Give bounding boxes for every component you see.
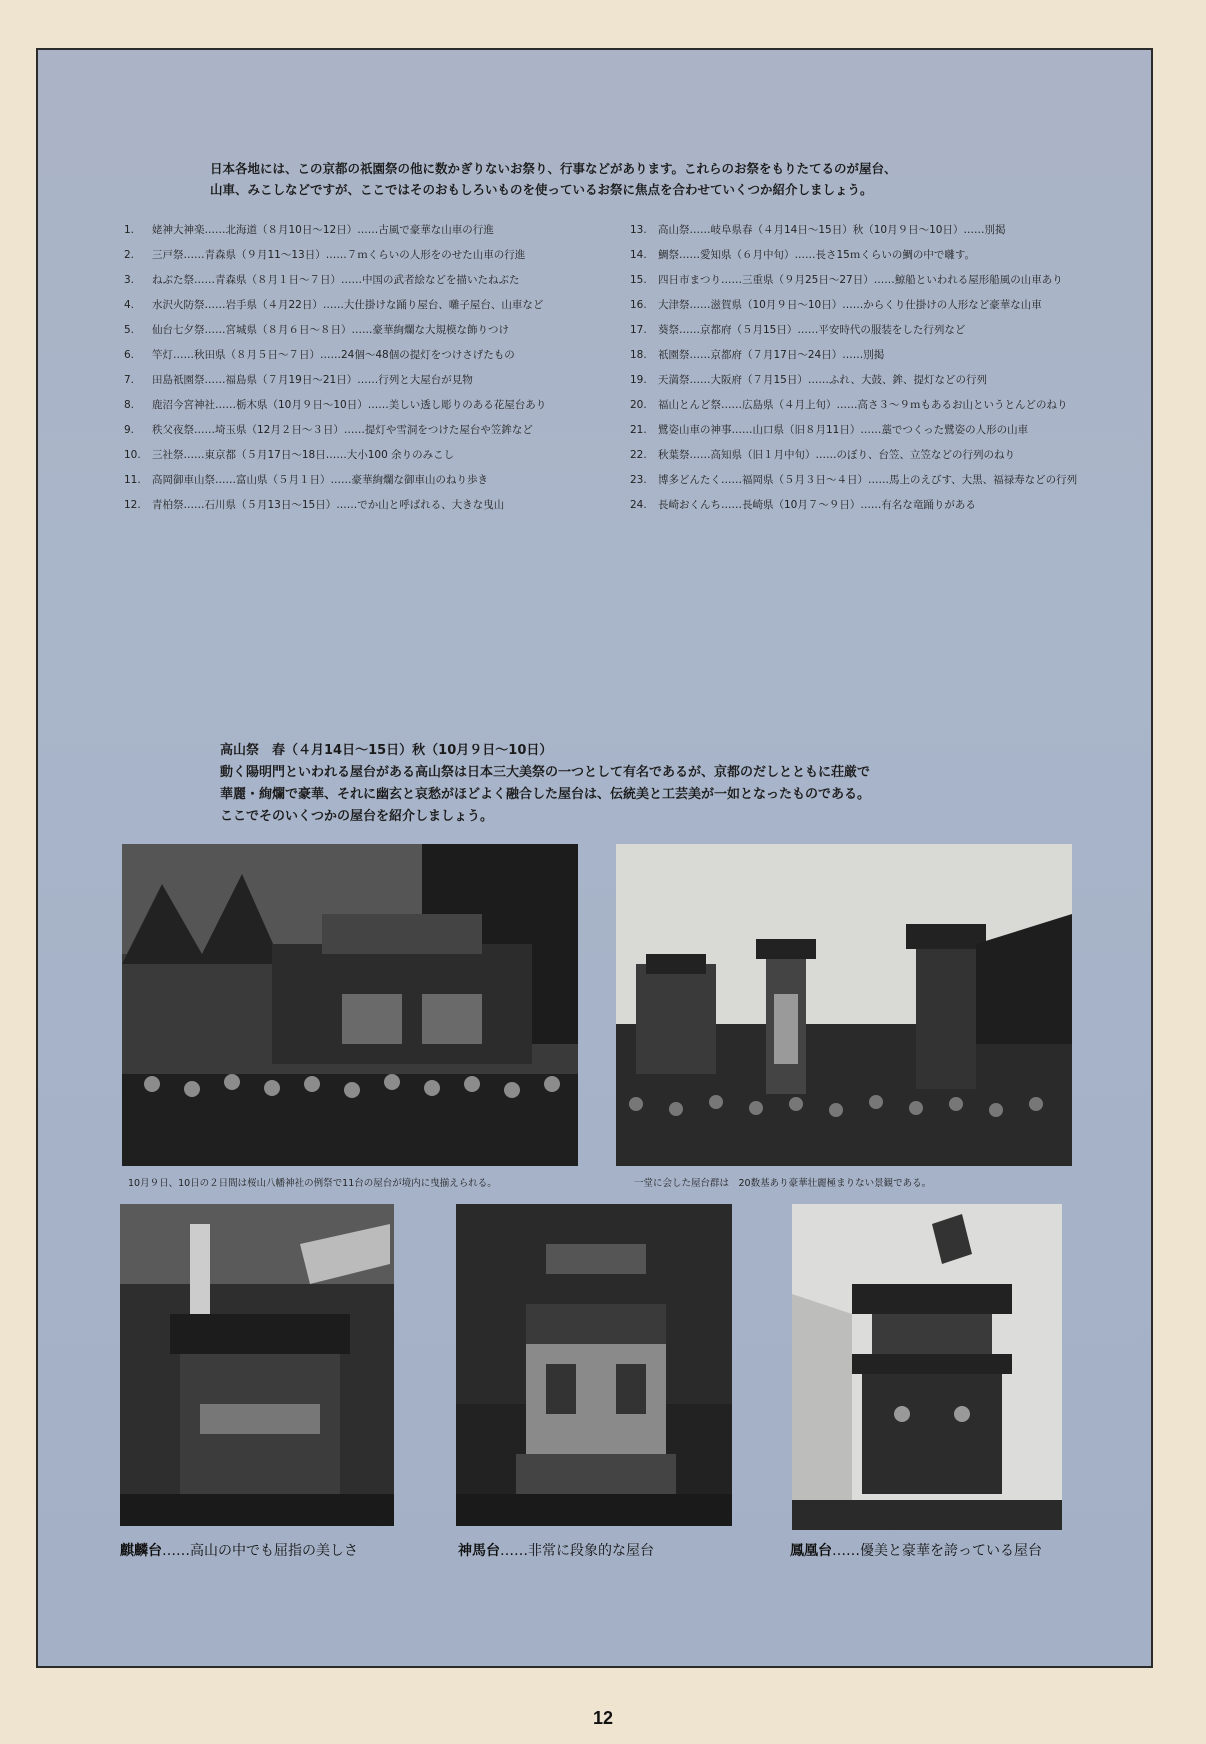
takayama-section — [220, 740, 1020, 828]
festival-number: 10. — [124, 449, 141, 461]
festival-description: 豪華絢爛な御車山のねり歩き — [351, 474, 488, 486]
festival-description: 行列と大屋台が見物 — [378, 374, 473, 386]
festival-photo-4-image — [456, 1204, 732, 1526]
festival-number: 19. — [630, 374, 647, 386]
separator: …… — [204, 299, 226, 311]
page-number: 12 — [592, 1708, 614, 1728]
separator: …… — [842, 299, 864, 311]
takayama-line-1: 動く陽明門といわれる屋台がある高山祭は日本三大美祭の一つとして有名であるが、京都のだしとともに荘厳で — [220, 765, 871, 780]
photo-4-caption — [458, 1540, 758, 1560]
festival-number: 15. — [630, 274, 647, 286]
festival-name: 博多どんたく — [658, 474, 721, 486]
festival-date: （９月11〜13日） — [236, 249, 326, 261]
separator: …… — [320, 349, 341, 361]
festival-item — [124, 422, 584, 439]
festival-list-left — [124, 222, 584, 522]
festival-name: 葵祭 — [658, 324, 679, 336]
festival-name: 三社祭 — [152, 449, 184, 461]
festival-number: 16. — [630, 299, 647, 311]
festival-name: 祇園祭 — [658, 349, 690, 361]
festival-prefecture: 愛知県 — [700, 249, 732, 261]
festival-prefecture: 宮城県 — [225, 324, 257, 336]
festival-date: （５月17日〜18日 — [236, 449, 326, 461]
festival-item — [124, 447, 584, 464]
separator: …… — [215, 474, 236, 486]
festival-number: 1. — [124, 224, 135, 236]
separator: …… — [731, 424, 753, 436]
separator: …… — [794, 249, 816, 261]
festival-date: （７月15日） — [742, 374, 808, 386]
festival-prefecture: 長崎県 — [742, 499, 774, 511]
festival-prefecture: 栃木県 — [236, 399, 268, 411]
festival-description: 別掲 — [984, 224, 1006, 236]
festival-number: 6. — [124, 349, 135, 361]
festival-item — [124, 322, 584, 339]
festival-item — [630, 497, 1090, 514]
festival-item — [124, 272, 584, 289]
festival-number: 21. — [630, 424, 647, 436]
festival-photo-3 — [120, 1204, 394, 1526]
festival-date: （４月22日） — [257, 299, 323, 311]
separator: …… — [183, 449, 205, 461]
festival-name: ねぶた祭 — [152, 274, 194, 286]
separator: …… — [204, 224, 226, 236]
festival-prefecture: 京都府 — [710, 349, 742, 361]
festival-photo-5-image — [792, 1204, 1062, 1530]
festival-name: 青柏祭 — [152, 499, 184, 511]
intro-line-1: 日本各地には、この京都の祇園祭の他に数かぎりないお祭り、行事などがあります。これらのお祭をもりたてるのが屋台、 — [210, 161, 897, 176]
festival-item — [630, 422, 1090, 439]
festival-description: でか山と呼ばれる、大きな曳山 — [357, 499, 505, 511]
festival-list-right — [630, 222, 1090, 522]
separator: …… — [721, 474, 742, 486]
festival-date: 春（４月14日〜15日）秋（10月９日〜10日） — [742, 224, 964, 236]
festival-date: （８月１日〜７日） — [246, 274, 341, 286]
festival-description: 古風で豪華な山車の行進 — [378, 224, 494, 236]
festival-description: 別掲 — [863, 349, 885, 361]
photo-3-caption — [120, 1540, 420, 1560]
festival-number: 9. — [124, 424, 135, 436]
festival-item — [630, 222, 1090, 239]
festival-description: のぼり、台笠、立笠などの行列のねり — [836, 449, 1015, 461]
festival-prefecture: 福島県 — [225, 374, 257, 386]
festival-prefecture: 大阪府 — [710, 374, 742, 386]
festival-description: ７ｍくらいの人形をのせた山車の行進 — [346, 249, 526, 261]
festival-photo-2 — [616, 844, 1072, 1166]
festival-number: 18. — [630, 349, 647, 361]
separator: …… — [721, 274, 742, 286]
festival-name: 鹿沼今宮神社 — [152, 399, 215, 411]
separator: …… — [357, 224, 379, 236]
festival-date: （10月９日〜10日） — [742, 299, 843, 311]
separator: …… — [215, 399, 236, 411]
separator: …… — [322, 299, 344, 311]
festival-name: 鷺姿山車の神事 — [658, 424, 732, 436]
festival-name: 大津祭 — [658, 299, 690, 311]
intro-text — [210, 158, 1010, 200]
festival-number: 4. — [124, 299, 135, 311]
takayama-line-2: 華麗・絢爛で豪華、それに幽玄と哀愁がほどよく融合した屋台は、伝統美と工芸美が一如となったものである。 — [220, 787, 871, 802]
takayama-line-3: ここでそのいくつかの屋台を紹介しましょう。 — [220, 809, 494, 824]
separator: …… — [679, 249, 700, 261]
festival-prefecture: 富山県 — [236, 474, 268, 486]
separator: …… — [721, 499, 742, 511]
separator: …… — [689, 449, 711, 461]
separator: …… — [357, 374, 379, 386]
festival-date: （５月１日） — [267, 474, 331, 486]
separator: …… — [325, 249, 347, 261]
separator: …… — [807, 374, 829, 386]
festival-description: 長さ15ｍくらいの鯛の中で囃す。 — [815, 249, 976, 261]
separator: …… — [963, 224, 985, 236]
festival-name: 福山とんど祭 — [658, 399, 721, 411]
festival-name: 鯛祭 — [658, 249, 679, 261]
festival-name: 秋葉祭 — [658, 449, 690, 461]
separator: …… — [173, 349, 194, 361]
separator: …… — [204, 374, 226, 386]
festival-prefecture: 青森県 — [215, 274, 247, 286]
separator: …… — [204, 324, 226, 336]
festival-name: 天満祭 — [658, 374, 690, 386]
festival-description: 大仕掛けな踊り屋台、囃子屋台、山車など — [343, 299, 544, 311]
festival-name: 長崎おくんち — [658, 499, 721, 511]
separator: …… — [689, 374, 711, 386]
festival-number: 11. — [124, 474, 141, 486]
festival-date: （５月３日〜４日） — [773, 474, 868, 486]
separator: …… — [325, 449, 347, 461]
festival-description: 鯨船といわれる屋形船風の山車あり — [894, 274, 1063, 286]
festival-date: （６月中旬） — [731, 249, 795, 261]
intro-line-2: 山車、みこしなどですが、ここではそのおもしろいものを使っているお祭に焦点を合わせていくつか紹介しましょう。 — [210, 182, 873, 197]
festival-date: （10月７〜９日） — [773, 499, 861, 511]
festival-item — [124, 297, 584, 314]
photo-3-caption-name: 麒麟台 — [120, 1543, 162, 1559]
festival-number: 24. — [630, 499, 647, 511]
festival-number: 14. — [630, 249, 647, 261]
festival-description: 平安時代の服装をした行列など — [818, 324, 966, 336]
festival-date: （４月上旬） — [773, 399, 837, 411]
festival-item — [630, 472, 1090, 489]
festival-description: 提灯や雪洞をつけた屋台や笠鉾など — [364, 424, 533, 436]
festival-item — [630, 372, 1090, 389]
separator: …… — [689, 224, 711, 236]
festival-description: 中国の武者絵などを描いたねぶた — [362, 274, 520, 286]
festival-number: 7. — [124, 374, 135, 386]
festival-photo-5 — [792, 1204, 1062, 1530]
festival-date: （旧１月中旬） — [742, 449, 816, 461]
festival-prefecture: 三重県 — [742, 274, 774, 286]
separator: …… — [689, 299, 711, 311]
festival-number: 17. — [630, 324, 647, 336]
festival-item — [630, 272, 1090, 289]
festival-name: 水沢火防祭 — [152, 299, 205, 311]
festival-date: （８月５日〜７日） — [225, 349, 320, 361]
festival-prefecture: 青森県 — [204, 249, 236, 261]
separator: …… — [860, 499, 882, 511]
takayama-title: 高山祭 春（４月14日〜15日）秋（10月９日〜10日） — [220, 743, 553, 758]
photo-2-caption: 一堂に会した屋台群は 20数基あり豪華壮麗極まりない景観である。 — [634, 1178, 932, 1189]
festival-number: 3. — [124, 274, 135, 286]
festival-date: （５月15日） — [731, 324, 798, 336]
festival-description: 有名な竜踊りがある — [881, 499, 976, 511]
festival-date: （７月19日〜21日） — [257, 374, 358, 386]
separator: …… — [194, 424, 215, 436]
festival-item — [630, 322, 1090, 339]
festival-item — [124, 247, 584, 264]
separator: …… — [815, 449, 837, 461]
festival-prefecture: 滋賀県 — [710, 299, 742, 311]
festival-date: （８月10日〜12日） — [257, 224, 358, 236]
festival-prefecture: 石川県 — [204, 499, 236, 511]
separator: …… — [721, 399, 742, 411]
festival-date: （12月２日〜３日） — [246, 424, 344, 436]
separator: …… — [679, 324, 700, 336]
festival-item — [124, 222, 584, 239]
festival-photo-3-image — [120, 1204, 394, 1526]
festival-prefecture: 東京都 — [204, 449, 236, 461]
separator: …… — [367, 399, 389, 411]
festival-item — [124, 497, 584, 514]
photo-5-caption — [790, 1540, 1090, 1560]
photo-5-caption-name: 鳳凰台 — [790, 1543, 832, 1559]
festival-photo-1 — [122, 844, 578, 1166]
festival-name: 高岡御車山祭 — [152, 474, 215, 486]
separator: …… — [873, 274, 895, 286]
photo-4-caption-name: 神馬台 — [458, 1543, 500, 1559]
festival-name: 高山祭 — [658, 224, 690, 236]
festival-item — [630, 447, 1090, 464]
separator: …… — [343, 424, 365, 436]
festival-prefecture: 岩手県 — [225, 299, 257, 311]
festival-item — [124, 397, 584, 414]
festival-photo-1-image — [122, 844, 578, 1166]
festival-prefecture: 埼玉県 — [215, 424, 247, 436]
festival-date: （８月６日〜８日） — [257, 324, 352, 336]
festival-number: 22. — [630, 449, 647, 461]
festival-photo-2-image — [616, 844, 1072, 1166]
festival-date: （10月９日〜10日） — [267, 399, 368, 411]
photo-4-caption-desc: ……非常に段象的な屋台 — [500, 1543, 654, 1559]
festival-number: 23. — [630, 474, 647, 486]
separator: …… — [836, 399, 858, 411]
festival-number: 8. — [124, 399, 135, 411]
festival-number: 20. — [630, 399, 647, 411]
separator: …… — [194, 274, 215, 286]
festival-date: （７月17日〜24日） — [742, 349, 843, 361]
festival-prefecture: 北海道 — [225, 224, 257, 236]
separator: …… — [330, 474, 352, 486]
festival-item — [630, 397, 1090, 414]
festival-description: 大小100 余りのみこし — [346, 449, 455, 461]
festival-name: 秩父夜祭 — [152, 424, 194, 436]
festival-item — [630, 297, 1090, 314]
festival-item — [630, 347, 1090, 364]
separator: …… — [797, 324, 819, 336]
festival-prefecture: 福岡県 — [742, 474, 774, 486]
festival-description: 高さ３〜９ｍもあるお山というとんどのねり — [857, 399, 1068, 411]
festival-prefecture: 高知県 — [710, 449, 742, 461]
separator: …… — [842, 349, 864, 361]
separator: …… — [860, 424, 882, 436]
festival-prefecture: 秋田県 — [194, 349, 226, 361]
festival-item — [124, 472, 584, 489]
festival-date: （旧８月11日） — [784, 424, 861, 436]
photo-1-caption: 10月９日、10日の２日間は桜山八幡神社の例祭で11台の屋台が境内に曳揃えられる。 — [128, 1178, 497, 1189]
festival-name: 四日市まつり — [658, 274, 721, 286]
festival-number: 2. — [124, 249, 135, 261]
festival-photo-4 — [456, 1204, 732, 1526]
festival-item — [630, 247, 1090, 264]
festival-date: （９月25日〜27日） — [773, 274, 874, 286]
festival-description: からくり仕掛けの人形など豪華な山車 — [863, 299, 1042, 311]
festival-description: 24個〜48個の提灯をつけさげたもの — [341, 349, 515, 361]
festival-number: 5. — [124, 324, 135, 336]
festival-name: 田島祇園祭 — [152, 374, 205, 386]
separator: …… — [868, 474, 889, 486]
festival-name: 姥神大神楽 — [152, 224, 205, 236]
festival-item — [124, 347, 584, 364]
festival-prefecture: 山口県 — [752, 424, 784, 436]
separator: …… — [351, 324, 373, 336]
separator: …… — [689, 349, 711, 361]
festival-prefecture: 岐阜県 — [710, 224, 742, 236]
festival-description: 藁でつくった鷺姿の人形の山車 — [881, 424, 1029, 436]
festival-prefecture: 京都府 — [700, 324, 732, 336]
separator: …… — [341, 274, 362, 286]
festival-description: 美しい透し彫りのある花屋台あり — [388, 399, 547, 411]
festival-name: 竿灯 — [152, 349, 173, 361]
festival-item — [124, 372, 584, 389]
photo-3-caption-desc: ……高山の中でも屈指の美しさ — [162, 1543, 358, 1559]
festival-description: 馬上のえびす、大黒、福禄寿などの行列 — [889, 474, 1078, 486]
separator: …… — [183, 249, 205, 261]
festival-description: 豪華絢爛な大規模な飾りつけ — [372, 324, 509, 336]
festival-date: （５月13日〜15日） — [236, 499, 337, 511]
festival-number: 13. — [630, 224, 647, 236]
festival-description: ふれ、大鼓、鉾、提灯などの行列 — [828, 374, 988, 386]
photo-5-caption-desc: ……優美と豪華を誇っている屋台 — [832, 1543, 1042, 1559]
separator: …… — [336, 499, 358, 511]
festival-name: 仙台七夕祭 — [152, 324, 205, 336]
separator: …… — [183, 499, 205, 511]
festival-name: 三戸祭 — [152, 249, 184, 261]
festival-prefecture: 広島県 — [742, 399, 774, 411]
festival-number: 12. — [124, 499, 141, 511]
